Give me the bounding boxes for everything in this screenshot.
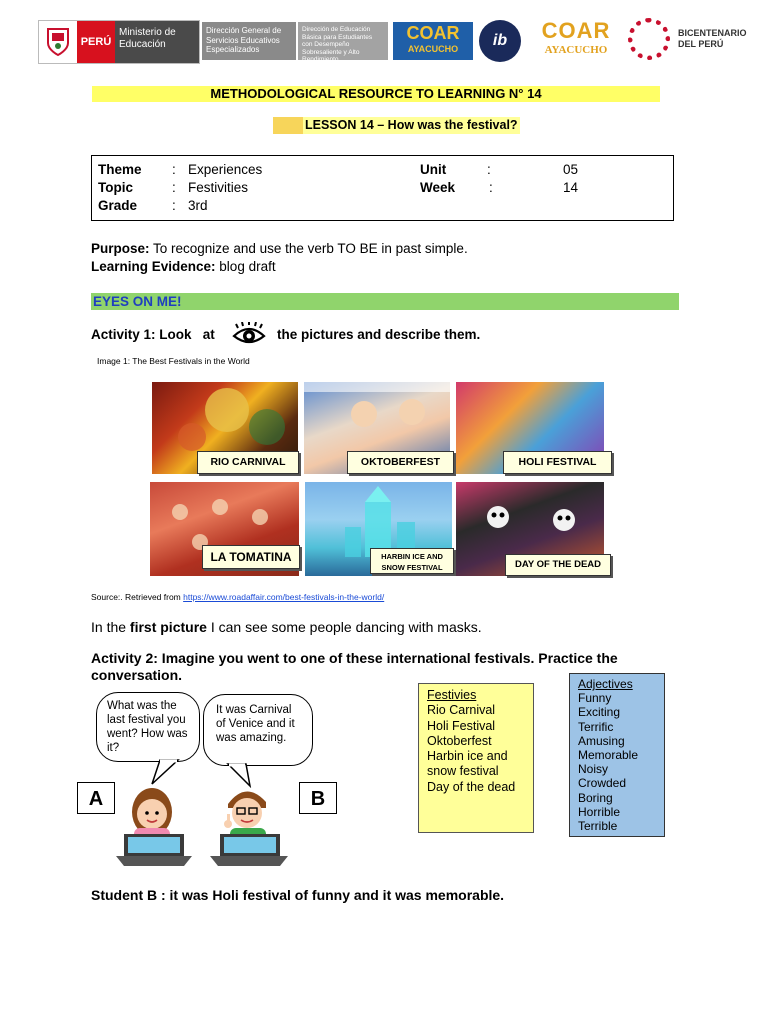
festivies-title: Festivies [427,688,477,702]
colon: : [172,162,176,177]
adjective-item: Memorable [578,748,639,763]
student-b-illustration [206,780,290,868]
unit-value: 05 [563,162,579,177]
ib-logo: ib [479,20,521,62]
la-tomatina-label: LA TOMATINA [202,545,300,569]
adjective-item: Boring [578,790,613,805]
adjective-item: Noisy [578,762,609,777]
adjective-item: Terrific [578,719,614,734]
evidence-label: Learning Evidence: [91,259,216,274]
theme-value: Experiences [188,162,263,177]
student-b-answer: Student B : it was Holi festival of funny and it was memorable. [91,887,505,903]
eye-icon [232,322,266,348]
holi-festival-label: HOLI FESTIVAL [503,451,612,474]
info-table [91,155,674,221]
coar-logo-2 [530,18,622,62]
topic-value: Festivities [188,180,249,195]
harbin-label: HARBIN ICE AND SNOW FESTIVAL [370,548,454,574]
ministry-logo [38,20,200,64]
lesson-title: LESSON 14 – How was the festival? [305,118,518,132]
colon: : [487,162,491,177]
speech-bubble-a: What was the last festival you went? How was it? [96,692,200,762]
dgse-logo: Dirección General de Servicios Educativos Especializados [202,22,296,60]
lesson-highlight [273,117,303,134]
coar-label: COAR [406,23,460,43]
image-caption: Image 1: The Best Festivals in the World [97,356,250,366]
adjectives-box [569,673,665,837]
festivies-box [418,683,534,833]
adjective-item: Exciting [578,705,621,720]
student-a-label: A [77,782,115,814]
adjective-item: Amusing [578,733,625,748]
colon: : [489,180,493,195]
purpose-label: Purpose: [91,241,150,256]
adjective-item: Crowded [578,776,627,791]
purpose-text: To recognize and use the verb TO BE in past simple. [149,241,468,256]
festivies-item: Day of the dead [427,779,516,794]
bicentenario-ring-icon [628,18,670,60]
adjective-item: Horrible [578,804,621,819]
unit-label: Unit [420,162,447,177]
colon: : [172,180,176,195]
week-value: 14 [563,180,579,195]
festivies-item: Oktoberfest [427,733,492,748]
student-b-label: B [299,782,337,814]
coar-place: AYACUCHO [407,44,459,54]
sentence-pre: In the [91,619,130,635]
section-heading: EYES ON ME! [91,293,679,310]
oktoberfest-label: OKTOBERFEST [347,451,454,474]
sentence-bold: first picture [129,619,207,635]
activity1-suffix: the pictures and describe them. [277,327,481,342]
week-label: Week [420,180,456,195]
debedsar-logo: Dirección de Educación Básica para Estudiantes con Desempeño Sobresaliente y Alto Rendimiento [298,22,388,60]
adjectives-title: Adjectives [578,677,633,691]
adjective-item: Funny [578,691,612,706]
ministry-label: Ministerio de Educación [115,21,199,63]
coar2-label: COAR [541,18,611,43]
evidence-text: blog draft [215,259,276,274]
bicentenario-logo [628,16,758,62]
student-a-illustration [114,782,196,868]
sentence-post: I can see some people dancing with masks. [206,619,482,635]
festivies-item: Holi Festival [427,718,496,733]
day-of-the-dead-label: DAY OF THE DEAD [505,554,611,576]
festivies-item: Rio Carnival [427,703,496,718]
grade-label: Grade [98,198,138,213]
purpose-block [91,240,468,276]
peru-shield-icon [39,21,77,61]
source-line [91,592,384,602]
theme-label: Theme [98,162,142,177]
peru-label: PERÚ [77,21,115,63]
festivies-item: Harbin ice and snow festival [427,749,508,779]
source-link[interactable]: https://www.roadaffair.com/best-festivals-in-the-world/ [183,592,385,602]
topic-label: Topic [98,180,133,195]
grade-value: 3rd [188,198,208,213]
adjective-item: Terrible [578,819,618,834]
page-title: METHODOLOGICAL RESOURCE TO LEARNING N° 14 [92,86,660,102]
bicentenario-label: BICENTENARIO DEL PERÚ [678,28,747,49]
activity2-instruction: Activity 2: Imagine you went to one of these international festivals. Practice the conversation. [91,650,618,683]
colon: : [172,198,176,213]
coar-logo [393,22,473,60]
rio-carnival-label: RIO CARNIVAL [197,451,299,474]
source-prefix: Source:. Retrieved from [91,592,184,602]
activity1-prefix: Activity 1: Look at [91,327,215,342]
example-sentence [91,618,482,636]
speech-bubble-b: It was Carnival of Venice and it was amazing. [203,694,313,766]
coar2-place: AYACUCHO [544,44,608,56]
